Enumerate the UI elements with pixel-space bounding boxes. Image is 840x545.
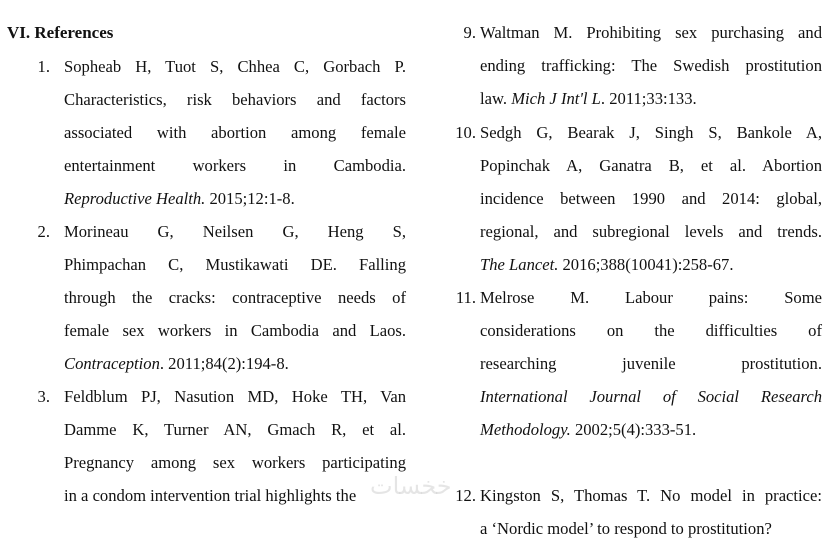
reference-fragment: considerations on the difficulties of	[480, 321, 822, 340]
reference-line	[64, 248, 406, 281]
reference-text	[480, 479, 822, 545]
reference-line	[64, 281, 406, 314]
reference-line	[64, 215, 406, 248]
reference-fragment: through the cracks: contraceptive needs of	[64, 288, 406, 307]
references-heading: VI. References	[7, 23, 114, 42]
reference-line	[64, 116, 406, 149]
reference-line	[480, 16, 822, 49]
reference-line	[480, 248, 822, 281]
reference-number: 2.	[37, 222, 50, 241]
reference-fragment: Sedgh G, Bearak J, Singh S, Bankole A,	[480, 123, 822, 142]
reference-fragment: Sopheab H, Tuot S, Chhea C, Gorbach P.	[64, 57, 406, 76]
reference-fragment: Kingston S, Thomas T. No model in practice:	[480, 486, 822, 505]
reference-text	[480, 116, 822, 281]
reference-line	[64, 347, 406, 380]
reference-number: 11.	[455, 288, 476, 307]
journal-title: Mich J Int'l L	[511, 89, 601, 108]
reference-text	[64, 50, 406, 215]
reference-line	[480, 479, 822, 512]
reference-number: 3.	[37, 387, 50, 406]
reference-line	[480, 149, 822, 182]
reference-number: 12.	[455, 486, 476, 505]
reference-fragment: Pregnancy among sex workers participating	[64, 453, 406, 472]
reference-fragment: Phimpachan C, Mustikawati DE. Falling	[64, 255, 406, 274]
reference-text	[480, 281, 822, 446]
reference-fragment: . 2011;84(2):194-8.	[159, 354, 289, 373]
reference-fragment: associated with abortion among female	[64, 123, 406, 142]
reference-line	[480, 512, 822, 545]
reference-number: 1.	[37, 57, 50, 76]
reference-line	[64, 83, 406, 116]
reference-line	[64, 479, 406, 512]
reference-fragment: 2016;388(10041):258-67.	[558, 255, 734, 274]
reference-line	[64, 413, 406, 446]
reference-line	[64, 380, 406, 413]
reference-fragment: Melrose M. Labour pains: Some	[480, 288, 822, 307]
reference-text	[64, 380, 406, 512]
reference-fragment: ending trafficking: The Swedish prostitution	[480, 56, 822, 75]
reference-line	[64, 50, 406, 83]
reference-line	[480, 116, 822, 149]
reference-number: 10.	[455, 123, 476, 142]
reference-fragment: incidence between 1990 and 2014: global,	[480, 189, 822, 208]
reference-line	[480, 413, 822, 446]
journal-title: Methodology.	[480, 420, 571, 439]
reference-line	[64, 182, 406, 215]
reference-fragment: Popinchak A, Ganatra B, et al. Abortion	[480, 156, 822, 175]
reference-line	[480, 215, 822, 248]
reference-line	[480, 380, 822, 413]
reference-fragment: regional, and subregional levels and trends.	[480, 222, 822, 241]
reference-line	[64, 314, 406, 347]
reference-fragment: 2002;5(4):333-51.	[570, 420, 697, 439]
reference-fragment: a ‘Nordic model’ to respond to prostitution?	[480, 519, 772, 538]
reference-fragment: law.	[480, 89, 512, 108]
reference-text	[480, 16, 822, 115]
reference-line	[480, 281, 822, 314]
journal-title: Reproductive Health.	[64, 189, 206, 208]
watermark-logo: خخسات	[370, 472, 452, 500]
reference-line	[480, 49, 822, 82]
reference-fragment: 2015;12:1-8.	[205, 189, 295, 208]
reference-line	[480, 347, 822, 380]
reference-line	[64, 446, 406, 479]
reference-fragment: . 2011;33:133.	[600, 89, 697, 108]
reference-number: 9.	[463, 23, 476, 42]
reference-fragment: Damme K, Turner AN, Gmach R, et al.	[64, 420, 406, 439]
reference-fragment: in a condom intervention trial highlights the	[64, 486, 357, 505]
reference-line	[64, 149, 406, 182]
reference-fragment: Waltman M. Prohibiting sex purchasing and	[480, 23, 822, 42]
journal-title: International Journal of Social Research	[480, 387, 822, 406]
reference-text	[64, 215, 406, 380]
reference-fragment: Morineau G, Neilsen G, Heng S,	[64, 222, 406, 241]
journal-title: The Lancet.	[480, 255, 559, 274]
reference-line	[480, 82, 822, 115]
reference-fragment: female sex workers in Cambodia and Laos.	[64, 321, 406, 340]
journal-title: Contraception	[64, 354, 160, 373]
reference-fragment: Feldblum PJ, Nasution MD, Hoke TH, Van	[64, 387, 406, 406]
reference-line	[480, 182, 822, 215]
reference-line	[480, 314, 822, 347]
reference-fragment: Characteristics, risk behaviors and factors	[64, 90, 406, 109]
reference-fragment: entertainment workers in Cambodia.	[64, 156, 406, 175]
reference-fragment: researching juvenile prostitution.	[480, 354, 822, 373]
